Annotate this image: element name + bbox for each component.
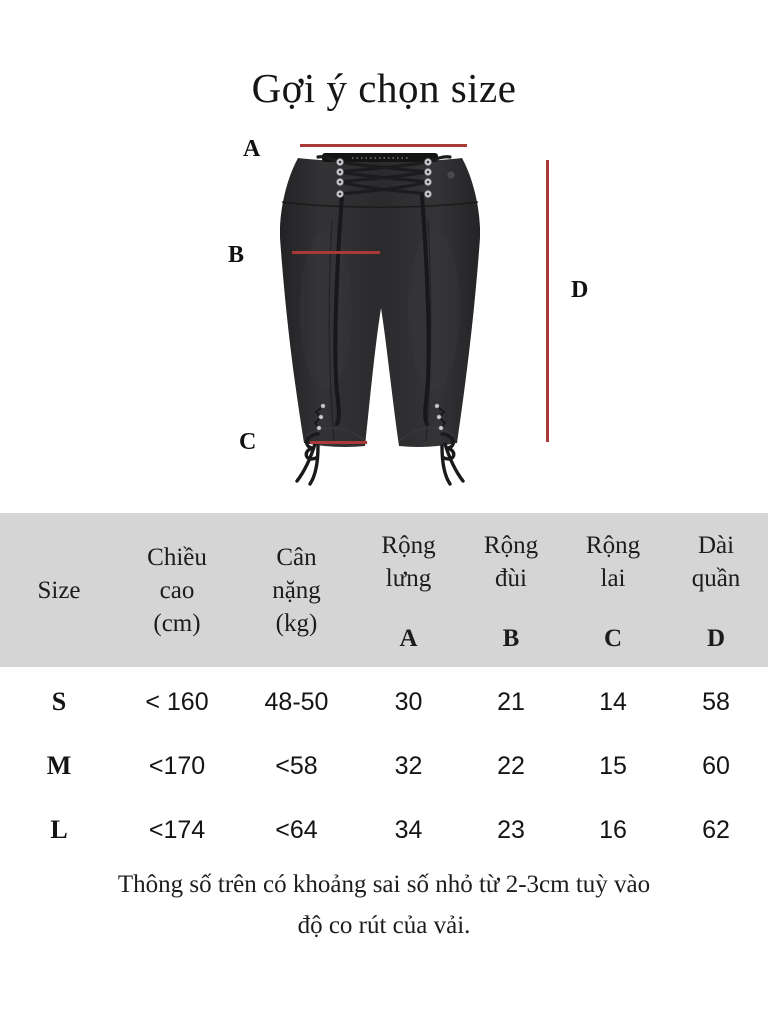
table-row-m: [0, 734, 768, 798]
cell-height: <174: [148, 815, 206, 844]
header-weight-line3: (kg): [275, 609, 318, 637]
table-row-s: [0, 670, 768, 734]
size-table-body: [0, 667, 768, 862]
cell-hem: 15: [599, 751, 627, 780]
cell-height: <170: [148, 751, 206, 780]
header-waist-width: [357, 513, 460, 667]
capri-pants-image: [280, 150, 480, 490]
header-thigh-width: [460, 513, 562, 667]
cell-waist: 32: [394, 751, 423, 780]
header-hem-width: [562, 513, 664, 667]
cell-hem: 16: [599, 815, 627, 844]
header-size-label: Size: [37, 576, 81, 604]
header-hem-line2: lai: [600, 565, 626, 592]
cell-size: S: [51, 687, 67, 716]
header-thigh-line1: Rộng: [483, 532, 539, 559]
header-height-line1: Chiều: [147, 543, 207, 571]
cell-thigh: 23: [497, 815, 525, 844]
header-height-line3: (cm): [153, 609, 201, 637]
cell-size: M: [46, 751, 72, 780]
header-letter-b: B: [502, 625, 520, 652]
cell-length: 58: [702, 687, 730, 716]
cell-hem: 14: [599, 687, 627, 716]
header-waist-line1: Rộng: [381, 532, 436, 559]
size-table-header: [0, 513, 768, 667]
header-size: [0, 513, 118, 667]
header-letter-d: D: [706, 625, 726, 652]
tolerance-note-line2: độ co rút của vải.: [297, 912, 471, 939]
page-title: Gợi ý chọn size: [251, 65, 517, 111]
cell-height: < 160: [145, 687, 209, 716]
cell-waist: 30: [394, 687, 423, 716]
cell-weight: <58: [275, 751, 318, 780]
measurement-diagram: [0, 0, 768, 500]
header-waist-line2: lưng: [385, 565, 432, 592]
marker-label-d: D: [571, 277, 589, 303]
cell-length: 62: [702, 815, 730, 844]
cell-weight: <64: [275, 815, 318, 844]
cell-thigh: 21: [497, 687, 525, 716]
header-length-line2: quần: [691, 565, 741, 592]
tolerance-note: [0, 864, 768, 946]
header-thigh-line2: đùi: [495, 565, 527, 592]
header-length: [664, 513, 768, 667]
header-weight-line2: nặng: [272, 576, 321, 604]
header-letter-a: A: [399, 625, 418, 652]
cell-weight: 48-50: [264, 687, 329, 716]
marker-label-a: A: [243, 136, 261, 162]
fabric-highlight-right: [408, 230, 460, 390]
size-table: [0, 513, 768, 862]
marker-label-b: B: [228, 242, 245, 268]
header-weight: [236, 513, 357, 667]
cell-thigh: 22: [497, 751, 525, 780]
table-row-l: [0, 798, 768, 862]
brand-logo: [447, 171, 454, 178]
header-height: [118, 513, 236, 667]
tolerance-note-line1: Thông số trên có khoảng sai số nhỏ từ 2-3cm tuỳ vào: [117, 871, 651, 898]
cell-length: 60: [702, 751, 730, 780]
fabric-highlight-left: [300, 230, 352, 390]
cell-waist: 34: [394, 815, 423, 844]
measure-line-d: [546, 160, 549, 442]
marker-label-c: C: [239, 429, 257, 455]
header-letter-c: C: [603, 625, 623, 652]
header-weight-line1: Cân: [276, 543, 317, 571]
header-hem-line1: Rộng: [585, 532, 641, 559]
header-length-line1: Dài: [697, 532, 735, 559]
measure-line-a: [300, 144, 467, 147]
header-height-line2: cao: [159, 576, 195, 604]
cell-size: L: [50, 815, 68, 844]
